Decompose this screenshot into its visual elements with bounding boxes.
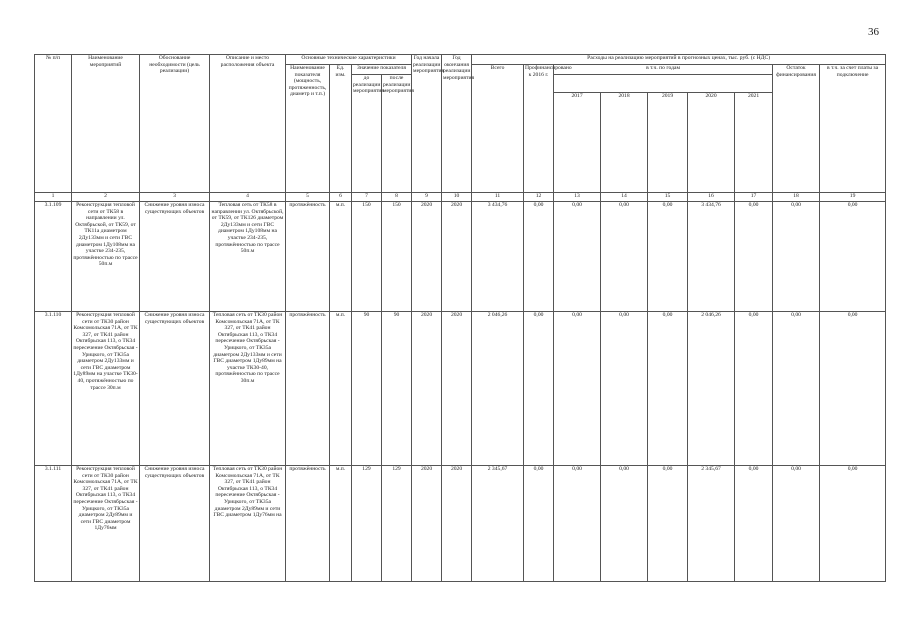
header-after: после реализации мероприятия <box>382 75 412 193</box>
col-number: 13 <box>554 193 601 202</box>
row-before: 150 <box>352 202 382 312</box>
col-number: 6 <box>330 193 352 202</box>
row-total: 2 046,26 <box>472 312 524 466</box>
row-financed: 0,00 <box>524 466 554 582</box>
row-year-end: 2020 <box>442 466 472 582</box>
row-num: 3.1.110 <box>35 312 72 466</box>
row-unit: м.п. <box>330 466 352 582</box>
row-incl: 0,00 <box>820 312 886 466</box>
header-unit: Ед. изм. <box>330 65 352 193</box>
header-row-1 <box>35 55 886 65</box>
row-2018: 0,00 <box>601 466 648 582</box>
header-total: Всего <box>472 65 524 193</box>
col-number: 12 <box>524 193 554 202</box>
row-name: Реконструкция тепловой сети от ТК58 в направлении ул. Октябрьской, от ТК59, от ТК11а диаметром 2Ду133мм и сети ГВС диаметром 1Ду108мм на участке 234-235, протяжённостью по трассе 50п.м <box>72 202 140 312</box>
measures-table <box>34 54 886 582</box>
row-before: 129 <box>352 466 382 582</box>
row-remaining: 0,00 <box>773 202 820 312</box>
table-row <box>35 466 886 582</box>
header-num: № п/п <box>35 55 72 193</box>
row-before: 90 <box>352 312 382 466</box>
header-tech: Основные технические характеристики <box>286 55 412 65</box>
row-2017: 0,00 <box>554 202 601 312</box>
row-year-start: 2020 <box>412 312 442 466</box>
row-remaining: 0,00 <box>773 466 820 582</box>
row-incl: 0,00 <box>820 466 886 582</box>
row-justification: Снижение уровня износа существующих объектов <box>140 202 210 312</box>
row-2019: 0,00 <box>648 312 688 466</box>
row-financed: 0,00 <box>524 202 554 312</box>
col-number: 1 <box>35 193 72 202</box>
col-number: 3 <box>140 193 210 202</box>
col-number: 2 <box>72 193 140 202</box>
row-after: 150 <box>382 202 412 312</box>
row-2019: 0,00 <box>648 466 688 582</box>
row-2021: 0,00 <box>735 202 773 312</box>
header-year-start: Год начала реализации мероприятия <box>412 55 442 193</box>
row-2017: 0,00 <box>554 312 601 466</box>
row-num: 3.1.111 <box>35 466 72 582</box>
col-number: 11 <box>472 193 524 202</box>
row-remaining: 0,00 <box>773 312 820 466</box>
header-justification: Обоснование необходимости (цель реализации) <box>140 55 210 193</box>
row-2020: 3 434,76 <box>688 202 735 312</box>
col-number: 7 <box>352 193 382 202</box>
column-number-row <box>35 193 886 202</box>
row-justification: Снижение уровня износа существующих объектов <box>140 466 210 582</box>
header-year-2020: 2020 <box>688 93 735 193</box>
row-description: Тепловая сеть от ТК30 район Комсомольская 71А, от ТК 327, от ТК41 район Октябрьская 113, о ТК34 пересечение Октябрьская - Урицкого, от ТК35а диаметром 2Ду133мм и сети ГВС диаметром 1Ду89мм на участке ТК30-40, протяжённостью по трассе 30п.м <box>210 312 286 466</box>
col-number: 9 <box>412 193 442 202</box>
row-2021: 0,00 <box>735 466 773 582</box>
row-financed: 0,00 <box>524 312 554 466</box>
row-name: Реконструкция тепловой сети от ТК30 район Комсомольская 71А, от ТК 327, от ТК41 район Октябрьская 113, о ТК34 пересечение Октябрьская - Урицкого, от ТК35а диаметром 2Ду89мм и сети ГВС диаметром 1Ду76мм <box>72 466 140 582</box>
row-after: 129 <box>382 466 412 582</box>
row-2020: 2 046,26 <box>688 312 735 466</box>
header-value: Значение показателя <box>352 65 412 75</box>
row-after: 90 <box>382 312 412 466</box>
row-2018: 0,00 <box>601 202 648 312</box>
row-description: Тепловая сеть от ТК58 в направлении ул. Октябрьской, от ТК59, от ТК126 диаметром 2Ду133мм и сети ГВС диаметром 1Ду108мм на участке 234-235, протяжённостью по трассе 50п.м <box>210 202 286 312</box>
col-number: 19 <box>820 193 886 202</box>
header-by-years: в т.ч. по годам <box>554 65 773 75</box>
row-tech-name: протяжённость <box>286 202 330 312</box>
row-description: Тепловая сеть от ТК30 район Комсомольская 71А, от ТК 327, от ТК41 район Октябрьская 113, о ТК34 пересечение Октябрьская - Урицкого, от ТК35а диаметром 2Ду89мм и сети ГВС диаметром 1Ду76мм на <box>210 466 286 582</box>
header-financed: Профинансировано к 2016 г. <box>524 65 554 193</box>
col-number: 18 <box>773 193 820 202</box>
row-name: Реконструкция тепловой сети от ТК30 район Комсомольская 71А, от ТК 327, от ТК41 район Октябрьская 113, о ТК34 пересечение Октябрьская - Урицкого, от ТК35а диаметром 2Ду133мм и сети ГВС диаметром 1Ду89мм на участке ТК30-40, протяжённостью по трассе 30п.м <box>72 312 140 466</box>
col-number: 8 <box>382 193 412 202</box>
row-num: 3.1.109 <box>35 202 72 312</box>
row-2019: 0,00 <box>648 202 688 312</box>
header-remaining: Остаток финансирования <box>773 65 820 193</box>
row-incl: 0,00 <box>820 202 886 312</box>
header-year-end: Год окончания реализации мероприятия <box>442 55 472 193</box>
header-description: Описание и место расположения объекта <box>210 55 286 193</box>
row-justification: Снижение уровня износа существующих объектов <box>140 312 210 466</box>
col-number: 14 <box>601 193 648 202</box>
header-costs: Расходы на реализацию мероприятий в прогнозных ценах, тыс. руб. (с НДС) <box>472 55 886 65</box>
header-name: Наименование мероприятий <box>72 55 140 193</box>
row-total: 2 345,67 <box>472 466 524 582</box>
row-year-end: 2020 <box>442 312 472 466</box>
row-year-start: 2020 <box>412 202 442 312</box>
header-year-2018: 2018 <box>601 93 648 193</box>
header-tech-name: Наименование показателя (мощность, протяженность, диаметр и т.п.) <box>286 65 330 193</box>
header-year-2019: 2019 <box>648 93 688 193</box>
col-number: 15 <box>648 193 688 202</box>
row-2018: 0,00 <box>601 312 648 466</box>
row-year-start: 2020 <box>412 466 442 582</box>
col-number: 5 <box>286 193 330 202</box>
row-year-end: 2020 <box>442 202 472 312</box>
row-tech-name: протяжённость <box>286 466 330 582</box>
header-incl-connection: в т.ч. за счет платы за подключение <box>820 65 886 193</box>
col-number: 16 <box>688 193 735 202</box>
header-year-2021: 2021 <box>735 93 773 193</box>
row-unit: м.п. <box>330 312 352 466</box>
header-year-2017: 2017 <box>554 93 601 193</box>
row-2021: 0,00 <box>735 312 773 466</box>
table-row <box>35 312 886 466</box>
row-unit: м.п. <box>330 202 352 312</box>
row-total: 3 434,76 <box>472 202 524 312</box>
row-tech-name: протяжённость <box>286 312 330 466</box>
col-number: 4 <box>210 193 286 202</box>
table-row <box>35 202 886 312</box>
row-2020: 2 345,67 <box>688 466 735 582</box>
col-number: 17 <box>735 193 773 202</box>
col-number: 10 <box>442 193 472 202</box>
row-2017: 0,00 <box>554 466 601 582</box>
header-before: до реализации мероприятия <box>352 75 382 193</box>
header-years-spacer <box>554 75 773 93</box>
page-number: 36 <box>868 26 879 38</box>
